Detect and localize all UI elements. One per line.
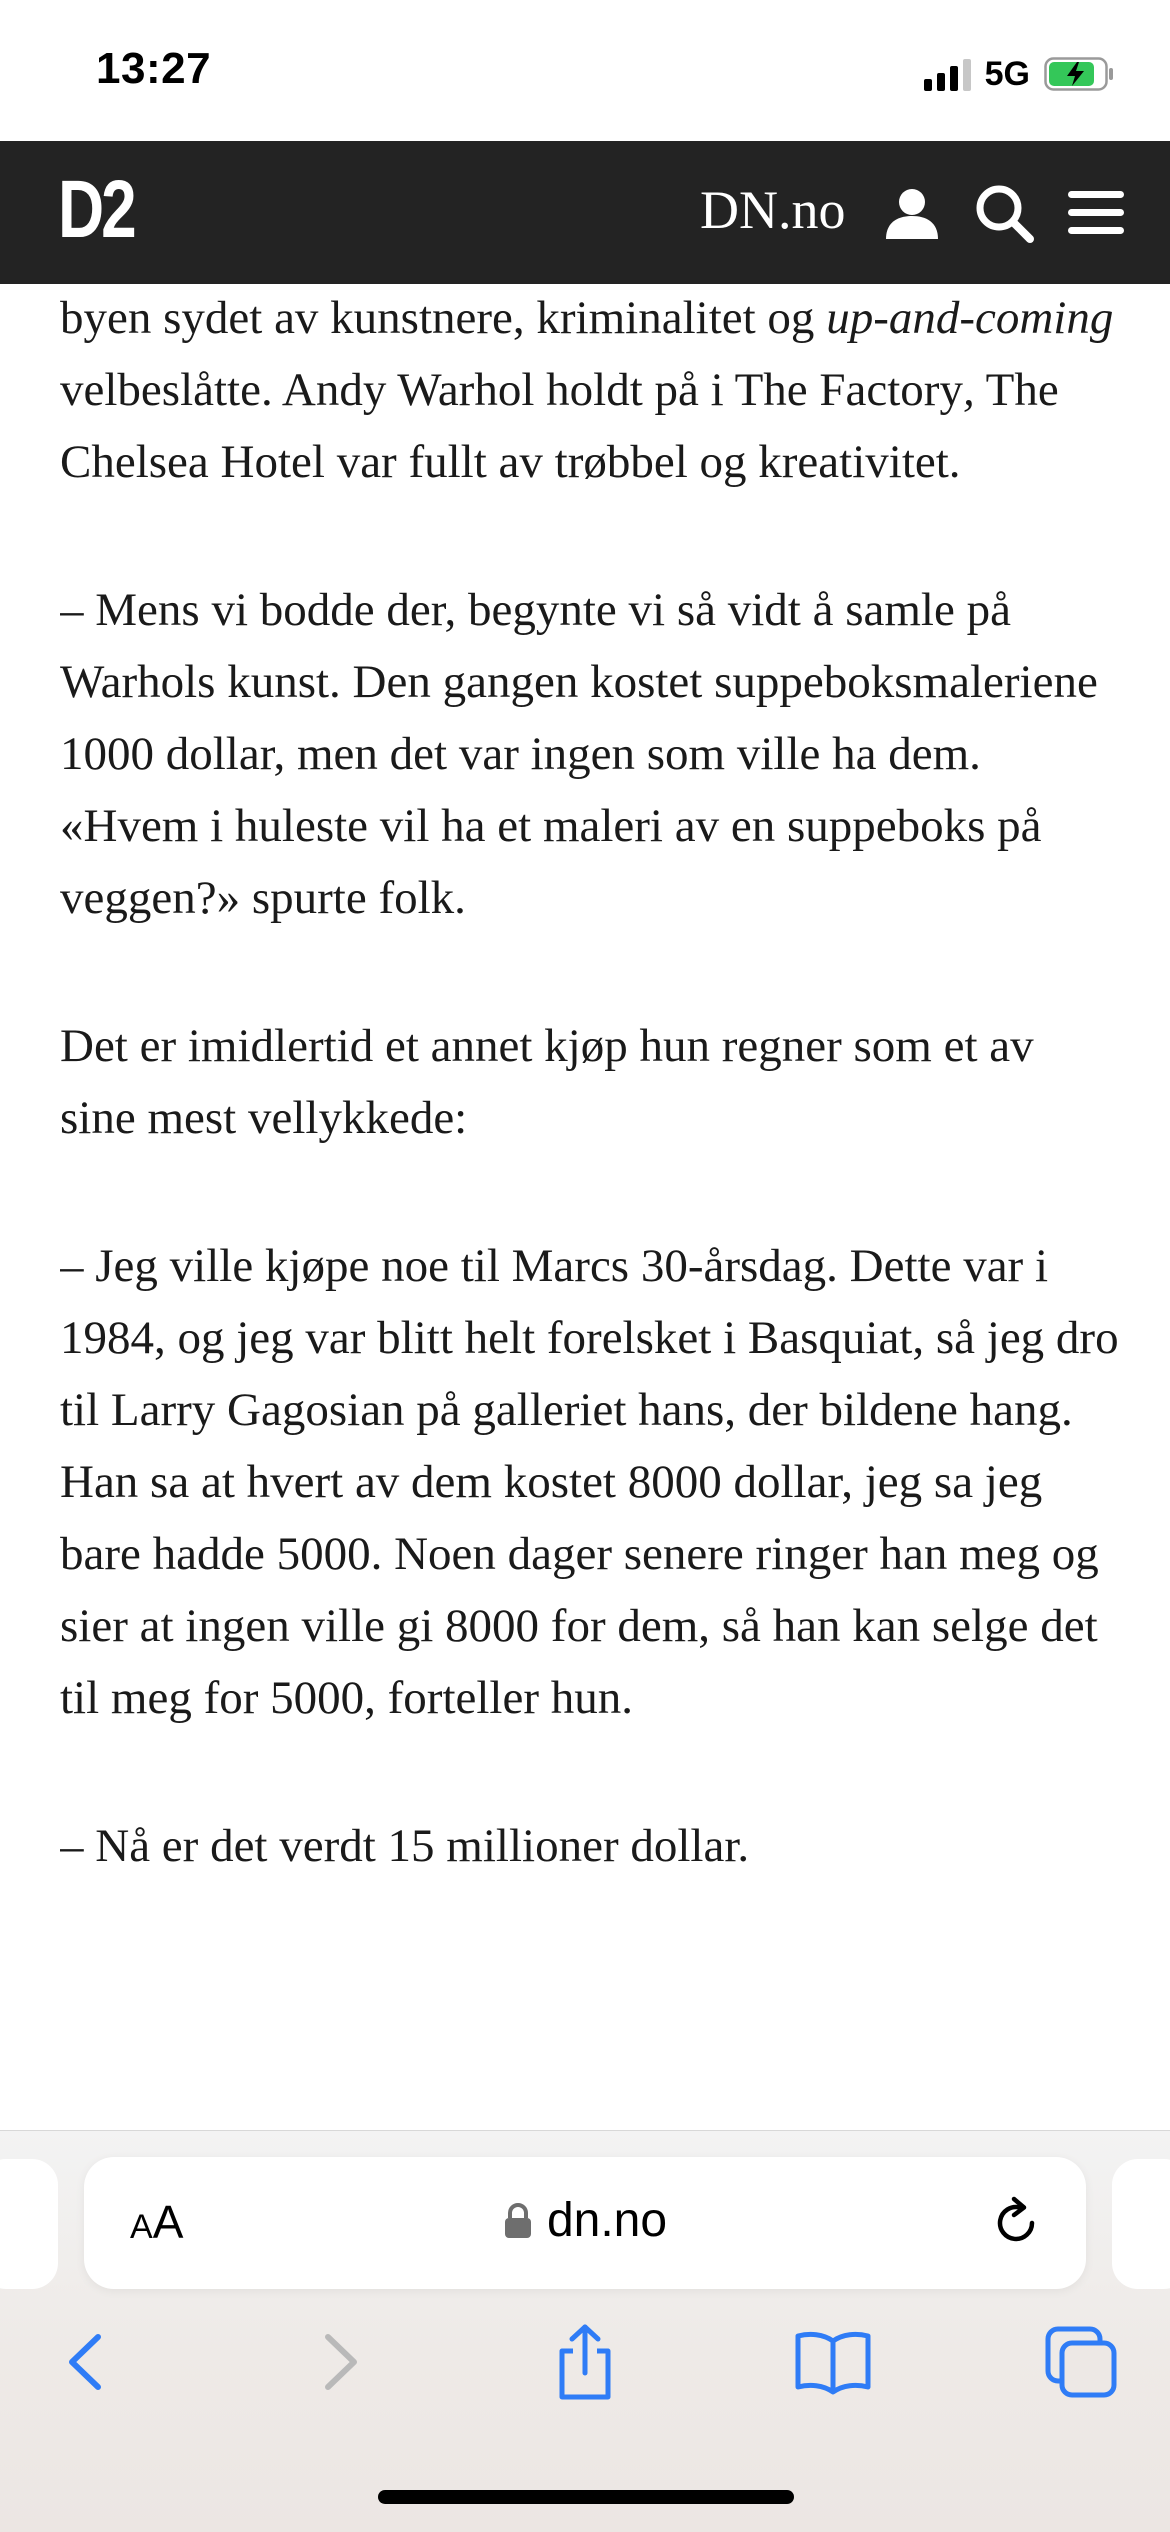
forward-icon[interactable]	[298, 2321, 380, 2403]
paragraph-text: byen sydet av kunstnere, kriminalitet og	[60, 292, 827, 344]
article-paragraph: – Nå er det verdt 15 millioner dollar.	[60, 1820, 750, 1872]
tabs-icon[interactable]	[1040, 2321, 1122, 2403]
back-icon[interactable]	[46, 2321, 128, 2403]
d2-logo[interactable]: D2	[58, 164, 134, 255]
network-type: 5G	[984, 54, 1030, 93]
paragraph-emphasis: up-and-coming	[826, 292, 1114, 344]
text-size-large-glyph: A	[152, 2196, 184, 2248]
browser-toolbar	[0, 2130, 1170, 2532]
article-paragraph: Det er imidlertid et annet kjøp hun regner som et av sine mest vellykkede:	[60, 1020, 1034, 1144]
site-header	[0, 141, 1170, 284]
signal-icon	[924, 57, 971, 91]
search-icon[interactable]	[972, 181, 1036, 245]
lock-icon	[503, 2202, 533, 2240]
paragraph-text: The Chelsea Hotel var fullt av trøbbel og kreativitet.	[60, 364, 1059, 488]
paragraph-emphasis: ,	[962, 364, 975, 416]
user-icon[interactable]	[880, 181, 944, 245]
reload-icon[interactable]	[986, 2193, 1046, 2253]
article-paragraph: – Mens vi bodde der, begynte vi så vidt å samle på Warhols kunst. Den gangen kostet suppeboksmaleriene 1000 dollar, men det var ingen som ville ha dem. «Hvem i huleste vil ha et maleri av en suppeboks på veggen?» spurte folk.	[60, 584, 1098, 924]
home-indicator[interactable]	[378, 2490, 794, 2504]
url-display[interactable]	[84, 2193, 1086, 2248]
status-indicators	[924, 52, 1114, 96]
battery-charging-icon	[1044, 57, 1114, 91]
address-bar[interactable]	[84, 2157, 1086, 2289]
paragraph-text: velbeslåtte. Andy Warhol holdt på i The Factory	[60, 364, 963, 416]
status-time: 13:27	[96, 44, 212, 93]
url-text: dn.no	[546, 2194, 668, 2247]
share-icon[interactable]	[544, 2321, 626, 2403]
article-paragraph: – Jeg ville kjøpe noe til Marcs 30-årsdag. Dette var i 1984, og jeg var blitt helt forelsket i Basquiat, så jeg dro til Larry Gagosian på galleriet hans, der bildene hang. Han sa at hvert av dem kostet 8000 dollar, jeg sa jeg bare hadde 5000. Noen dager senere ringer han meg og sier at ingen ville gi 8000 for dem, så han kan selge det til meg for 5000, forteller hun.	[60, 1240, 1119, 1724]
status-bar	[0, 0, 1170, 141]
dn-home-link[interactable]: DN.no	[700, 180, 846, 240]
text-size-small-glyph: A	[130, 2208, 153, 2246]
article-paragraph	[60, 284, 1120, 498]
article-body	[60, 284, 1120, 2130]
next-tab-preview[interactable]	[1112, 2159, 1170, 2289]
menu-icon[interactable]	[1064, 181, 1128, 245]
bookmarks-icon[interactable]	[792, 2321, 874, 2403]
previous-tab-preview[interactable]	[0, 2159, 58, 2289]
